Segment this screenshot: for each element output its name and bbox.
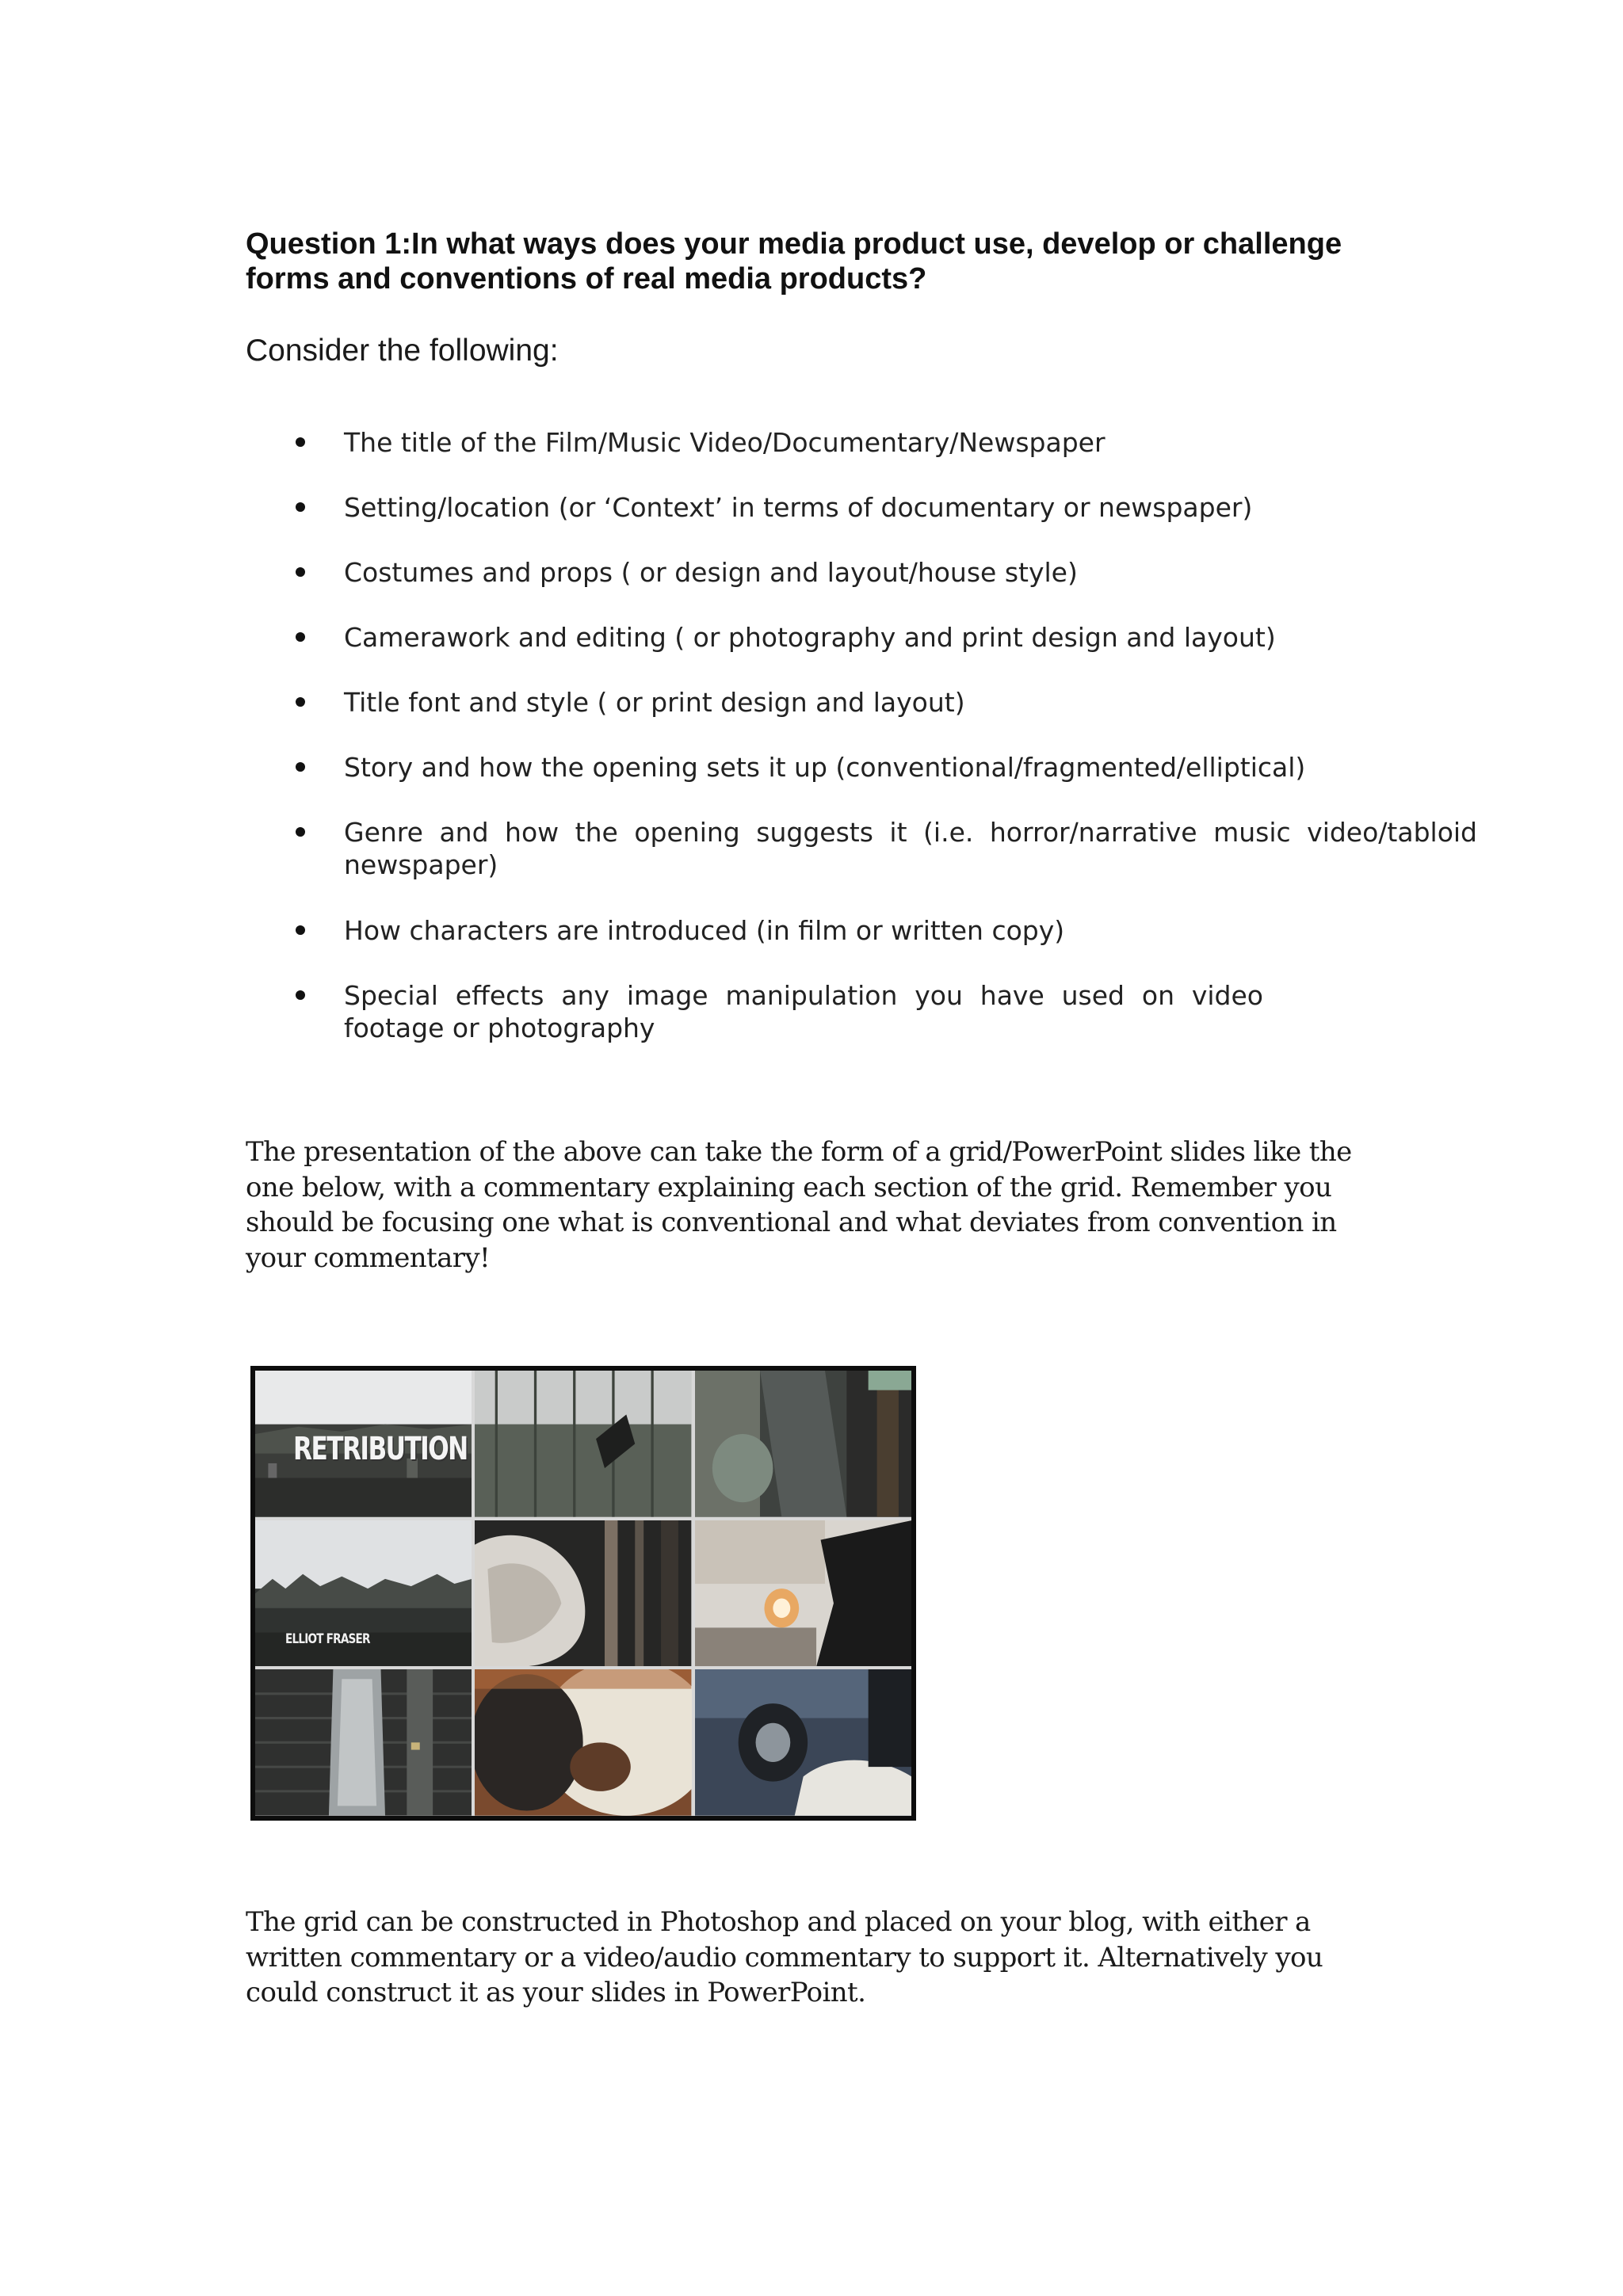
list-item-text: The title of the Film/Music Video/Documentary/Newspaper	[344, 427, 1106, 458]
bullet-icon	[296, 567, 305, 577]
storyboard-grid-image	[250, 1366, 916, 1821]
list-item-text: Genre and how the opening suggests it (i.e. horror/narrative music video/tabloid newspaper)	[344, 817, 1477, 880]
list-item	[246, 686, 1379, 719]
closing-paragraph: The grid can be constructed in Photoshop and placed on your blog, with either a written commentary or a video/audio commentary to support it. Alternatively you could construct it as your slides in PowerPoint.	[246, 1906, 1323, 2008]
grid-cell-blurred-closeup	[475, 1669, 691, 1816]
consider-label: Consider the following:	[246, 334, 559, 368]
grid-credit-overlay: ELLIOT FRASER	[285, 1630, 370, 1647]
grid-cell-shed-door	[255, 1669, 472, 1816]
grid-title-overlay: RETRIBUTION	[293, 1431, 468, 1467]
list-item-text: Special effects any image manipulation you have used on video footage or photography	[344, 980, 1263, 1043]
list-item-text: Costumes and props ( or design and layout/house style)	[344, 557, 1078, 588]
grid-cell-skyline	[255, 1520, 472, 1667]
list-item	[246, 816, 1477, 881]
grid-cell-hood-closeup	[475, 1520, 691, 1667]
grid-cell-figure-dark	[695, 1371, 911, 1517]
bullet-icon	[296, 632, 305, 642]
instruction-paragraph: The presentation of the above can take the form of a grid/PowerPoint slides like the one below, with a commentary explaining each section of the grid. Remember you should be focusing one what is conventional and what deviates from convention in your commentary!	[246, 1136, 1352, 1274]
grid-cell-wheel	[695, 1669, 911, 1816]
list-item-text: Setting/location (or ‘Context’ in terms of documentary or newspaper)	[344, 492, 1253, 523]
list-item	[246, 751, 1379, 784]
bullet-icon	[296, 502, 305, 512]
list-item-text: Camerawork and editing ( or photography and print design and layout)	[344, 622, 1276, 653]
bullet-icon	[296, 827, 305, 837]
list-item	[246, 426, 1379, 459]
grid-cell-title-frame	[255, 1371, 472, 1517]
list-item	[246, 914, 1379, 947]
question-heading: Question 1:In what ways does your media product use, develop or challenge forms and conventions of real media products?	[246, 227, 1342, 296]
list-item-text: Title font and style ( or print design and layout)	[344, 687, 965, 718]
list-item	[246, 491, 1379, 524]
list-item	[246, 621, 1379, 654]
list-item-text: Story and how the opening sets it up (conventional/fragmented/elliptical)	[344, 752, 1306, 783]
bullet-icon	[296, 762, 305, 772]
grid-cell-fence	[475, 1371, 691, 1517]
list-item	[246, 556, 1379, 589]
list-item	[246, 979, 1379, 1044]
list-item-text: How characters are introduced (in film or written copy)	[344, 915, 1065, 946]
grid-cell-grinder-sparks	[695, 1520, 911, 1667]
bullet-icon	[296, 990, 305, 1000]
bullet-icon	[296, 925, 305, 935]
storyboard-grid	[255, 1371, 911, 1816]
bullet-icon	[296, 437, 305, 447]
bullet-icon	[296, 697, 305, 707]
